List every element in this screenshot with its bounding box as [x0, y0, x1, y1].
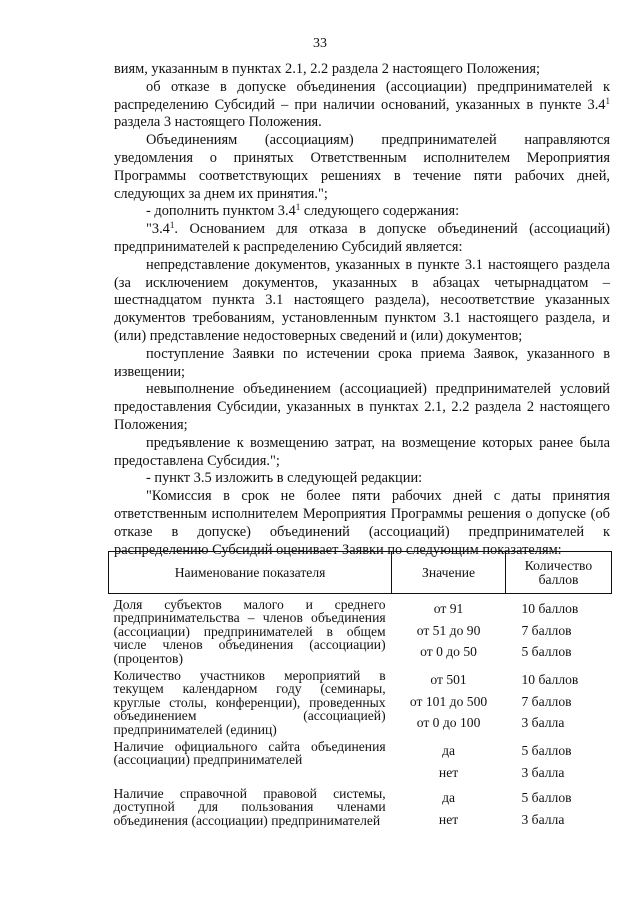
row-value: от 101 до 500 — [409, 693, 488, 709]
superscript: 1 — [169, 220, 175, 231]
paragraph-4 — [114, 203, 610, 221]
row-name: Количество участников мероприятий в текущем календарном году (семинары, круглые столы, конференции), проведенных объединением (ассоциацией) предпринимателей (единиц) — [113, 668, 386, 737]
row-value: от 0 до 50 — [420, 644, 477, 659]
paragraph-7: поступление Заявки по истечении срока приема Заявок, указанного в извещении; — [114, 345, 610, 380]
row-points: 10 баллов — [521, 601, 579, 616]
row-value: да — [442, 790, 456, 806]
row-points: 3 балла — [521, 715, 565, 731]
page-number: 33 — [313, 36, 327, 51]
paragraph-6: непредставление документов, указанных в пункте 3.1 настоящего раздела (за исключением документов, указанных в абзацах четырнадцатом – шестнадцатом пункта 3.1 настоящего раздела), несоответствие указанных документов требованиям, установленным пунктом 3.1 настоящего раздела, и (или) представление недостоверных сведений и (или) документов; — [114, 256, 610, 344]
paragraph-2 — [114, 79, 610, 132]
paragraph-9: предъявление к возмещению затрат, на возмещение которых ранее была предоставлена Субсидия."; — [114, 434, 610, 469]
paragraph-10: - пункт 3.5 изложить в следующей редакции: — [146, 470, 423, 487]
row-points: 7 баллов — [521, 622, 572, 638]
body-text — [114, 61, 610, 559]
table-header-row — [109, 552, 612, 594]
row-value: от 91 — [433, 601, 464, 616]
row-name: Наличие официального сайта объединения (ассоциации) предпринимателей — [113, 739, 386, 768]
row-value: от 51 до 90 — [416, 622, 481, 638]
header-points: Количество баллов — [505, 552, 611, 594]
header-value: Значение — [392, 552, 506, 594]
paragraph-5-tail: . Основанием для отказа в допуске объединений (ассоциаций) предпринимателей к распределению Субсидий является: — [114, 221, 610, 255]
table-row — [109, 736, 612, 783]
paragraph-2-tail: раздела 3 настоящего Положения. — [114, 114, 322, 131]
row-points: 3 балла — [521, 811, 565, 827]
row-value: нет — [438, 764, 459, 780]
paragraph-1: виям, указанным в пунктах 2.1, 2.2 раздела 2 настоящего Положения; — [114, 61, 540, 77]
row-value: да — [442, 743, 456, 759]
paragraph-11: "Комиссия в срок не более пяти рабочих дней с даты принятия ответственным исполнителем Мероприятия Программы решения о допуске (об отказе в допуске) объединений (ассоциаций) предпринимателей к распределению Субсидий оценивает Заявки по следующим показателям: — [114, 488, 610, 558]
row-points: 5 баллов — [521, 743, 572, 759]
row-value: нет — [438, 811, 459, 827]
superscript: 1 — [295, 202, 301, 213]
header-name: Наименование показателя — [109, 552, 392, 594]
paragraph-5 — [114, 221, 610, 257]
paragraph-4-tail: следующего содержания: — [300, 203, 460, 220]
row-points: 5 баллов — [521, 790, 572, 806]
paragraph-8: невыполнение объединением (ассоциацией) предпринимателей условий предоставления Субсидии, указанных в пунктах 2.1, 2.2 раздела 2 настоящего Положения; — [114, 381, 610, 433]
paragraph-4-text: - дополнить пунктом 3.4 — [146, 203, 296, 220]
row-points: 10 баллов — [521, 672, 579, 688]
table-row — [109, 594, 612, 666]
row-points: 5 баллов — [521, 644, 572, 659]
paragraph-5-text: "3.4 — [146, 221, 170, 238]
indicator-table — [108, 551, 612, 830]
paragraph-2-text: об отказе в допуске объединения (ассоциации) предпринимателей к распределению Субсидий – при наличии оснований, указанных в пункте 3.4 — [114, 78, 610, 113]
row-points: 3 балла — [521, 764, 565, 780]
row-name: Наличие справочной правовой системы, доступной для пользования членами объединения (ассоциации) предпринимателей — [113, 786, 386, 828]
row-name: Доля субъектов малого и среднего предпринимательства – членов объединения (ассоциации) предпринимателей в общем числе членов объединения (ассоциации) (процентов) — [113, 597, 386, 666]
superscript: 1 — [605, 95, 610, 106]
row-value: от 501 — [430, 672, 467, 688]
row-points: 7 баллов — [521, 693, 572, 709]
table-row — [109, 665, 612, 736]
table-row — [109, 783, 612, 830]
row-value: от 0 до 100 — [416, 715, 481, 731]
paragraph-3: Объединениям (ассоциациям) предпринимателей направляются уведомления о принятых Ответственным исполнителем Мероприятия Программы соответствующих решениях в течение пяти рабочих дней, следующих за днем их принятия."; — [114, 132, 610, 202]
